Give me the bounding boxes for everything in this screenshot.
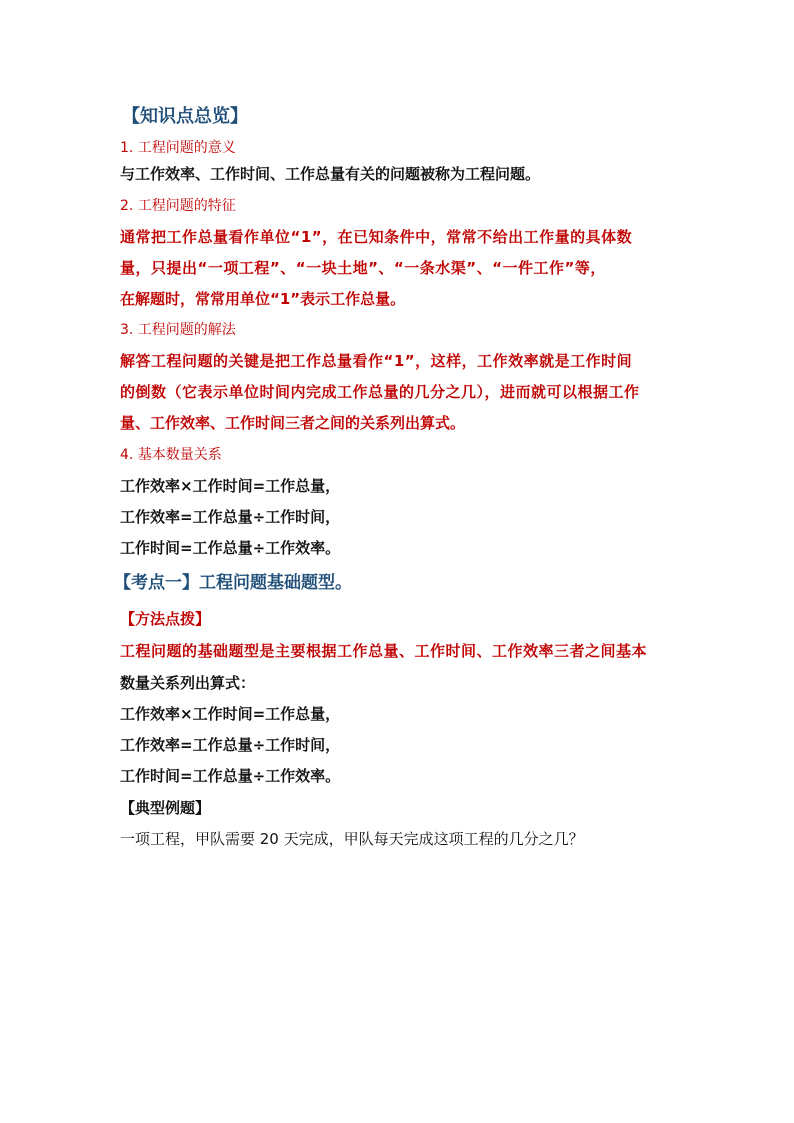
item4-formula-2: 工作效率=工作总量÷工作时间， <box>120 508 341 526</box>
method-line-2: 数量关系列出算式： <box>120 674 256 692</box>
item4-title: 4. 基本数量关系 <box>120 447 222 463</box>
method-formula-3: 工作时间=工作总量÷工作效率。 <box>120 767 341 785</box>
item4-formula-1: 工作效率×工作时间=工作总量， <box>120 477 341 495</box>
item2-body-line-1: 通常把工作总量看作单位“1”，在已知条件中，常常不给出工作量的具体数 <box>120 228 633 246</box>
item1-title: 1. 工程问题的意义 <box>120 140 236 156</box>
item3-body-line-3: 量、工作效率、工作时间三者之间的关系列出算式。 <box>120 414 466 432</box>
example-heading: 【典型例题】 <box>120 799 211 817</box>
item3-title: 3. 工程问题的解法 <box>120 322 236 338</box>
item2-body-line-3: 在解题时，常常用单位“1”表示工作总量。 <box>120 290 406 308</box>
method-formula-2: 工作效率=工作总量÷工作时间， <box>120 736 341 754</box>
knowledge-overview-heading: 【知识点总览】 <box>122 106 248 127</box>
item2-title: 2. 工程问题的特征 <box>120 198 236 214</box>
exam-point-1-title: 【考点一】工程问题基础题型。 <box>114 573 352 593</box>
method-line-1: 工程问题的基础题型是主要根据工作总量、工作时间、工作效率三者之间基本 <box>120 642 648 660</box>
item3-body-line-1: 解答工程问题的关键是把工作总量看作“1”，这样，工作效率就是工作时间 <box>120 352 633 370</box>
method-formula-1: 工作效率×工作时间=工作总量， <box>120 705 341 723</box>
item1-body: 与工作效率、工作时间、工作总量有关的问题被称为工程问题。 <box>120 165 541 183</box>
method-heading: 【方法点拨】 <box>120 610 211 628</box>
item2-body-line-2: 量，只提出“一项工程”、“一块土地”、“一条水渠”、“一件工作”等， <box>120 259 606 277</box>
example-text: 一项工程，甲队需要 20 天完成，甲队每天完成这项工程的几分之几？ <box>120 830 584 848</box>
item4-formula-3: 工作时间=工作总量÷工作效率。 <box>120 539 341 557</box>
item3-body-line-2: 的倒数（它表示单位时间内完成工作总量的几分之几），进而就可以根据工作 <box>120 383 640 401</box>
